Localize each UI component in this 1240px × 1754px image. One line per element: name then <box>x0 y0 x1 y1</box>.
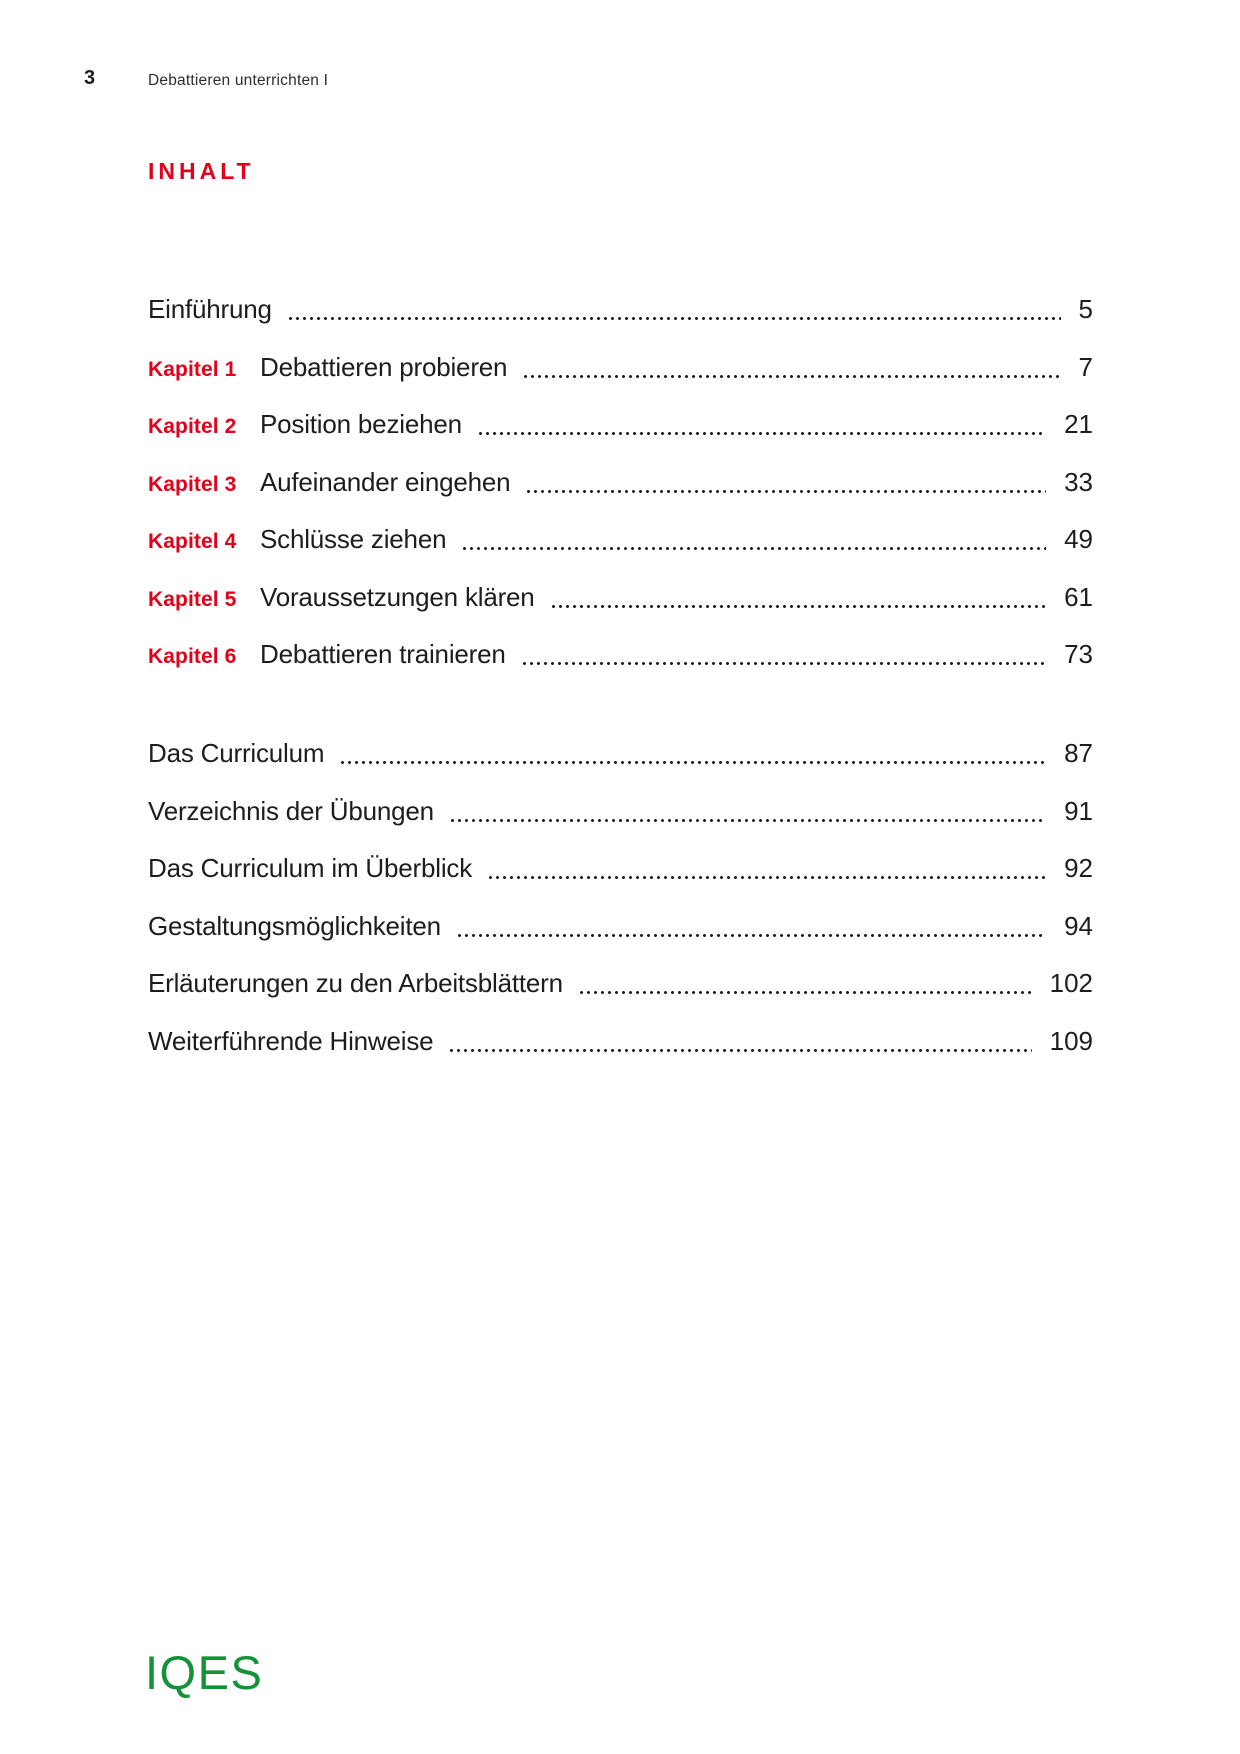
toc-entry-weiterfuehrende-hinweise[interactable] <box>148 1024 1093 1058</box>
iqes-logo: IQES <box>145 1646 264 1699</box>
chapter-label: Kapitel 1 <box>148 357 237 381</box>
toc-entry-curriculum-im-ueberblick[interactable] <box>148 851 1093 885</box>
toc-heading: INHALT <box>148 158 255 184</box>
toc-entry-kapitel-1[interactable] <box>148 350 1093 384</box>
entry-page-number: 33 <box>1064 466 1093 497</box>
entry-page-number: 61 <box>1064 581 1093 612</box>
toc-entry-gestaltungsmoeglichkeiten[interactable] <box>148 909 1093 943</box>
page-number: 3 <box>84 67 96 89</box>
chapter-label: Kapitel 6 <box>148 645 237 668</box>
toc-entry-erlaeuterungen-arbeitsblaetter[interactable] <box>148 966 1093 1000</box>
entry-page-number: 91 <box>1064 795 1093 826</box>
entry-title: Aufeinander eingehen <box>260 466 511 497</box>
dot-leader <box>550 604 1047 609</box>
toc-entry-kapitel-6[interactable] <box>148 637 1093 671</box>
dot-leader <box>522 374 1060 379</box>
toc-entry-verzeichnis-der-uebungen[interactable] <box>148 794 1093 828</box>
entry-title: Erläuterungen zu den Arbeitsblättern <box>148 968 563 998</box>
dot-leader <box>339 760 1046 765</box>
toc-entry-kapitel-4[interactable] <box>148 522 1093 556</box>
chapter-label: Kapitel 3 <box>148 472 237 496</box>
chapter-label: Kapitel 2 <box>148 415 237 438</box>
entry-title: Gestaltungsmöglichkeiten <box>148 910 441 941</box>
toc-entry-kapitel-3[interactable] <box>148 465 1093 499</box>
entry-page-number: 94 <box>1064 910 1093 941</box>
entry-page-number: 49 <box>1064 524 1093 554</box>
dot-leader <box>449 818 1046 823</box>
dot-leader <box>525 489 1046 494</box>
toc-entry-kapitel-2[interactable] <box>148 407 1093 441</box>
toc-appendix-list <box>148 736 1093 1058</box>
dot-leader <box>477 431 1046 436</box>
running-header-title: Debattieren unterrichten I <box>148 72 329 89</box>
entry-page-number: 87 <box>1064 738 1093 768</box>
entry-page-number: 109 <box>1049 1025 1093 1056</box>
dot-leader <box>521 661 1046 666</box>
dot-leader <box>578 990 1032 995</box>
entry-title: Schlüsse ziehen <box>260 524 447 554</box>
toc-chapter-list <box>148 292 1093 671</box>
dot-leader <box>461 546 1046 551</box>
entry-title: Debattieren probieren <box>260 351 508 382</box>
toc-content <box>148 158 1093 1081</box>
entry-title: Position beziehen <box>260 409 462 439</box>
chapter-label: Kapitel 4 <box>148 530 237 553</box>
page-header <box>0 0 1240 110</box>
toc-entry-das-curriculum[interactable] <box>148 736 1093 770</box>
entry-title: Das Curriculum <box>148 738 325 768</box>
entry-page-number: 21 <box>1064 409 1093 439</box>
toc-entry-einfuehrung[interactable] <box>148 292 1093 326</box>
entry-page-number: 5 <box>1078 294 1093 324</box>
entry-title: Weiterführende Hinweise <box>148 1025 434 1056</box>
entry-page-number: 92 <box>1064 853 1093 883</box>
entry-page-number: 102 <box>1049 968 1093 998</box>
chapter-label: Kapitel 5 <box>148 587 237 611</box>
dot-leader <box>456 933 1046 938</box>
entry-title: Debattieren trainieren <box>260 639 506 669</box>
entry-title: Einführung <box>148 294 272 324</box>
entry-page-number: 73 <box>1064 639 1093 669</box>
dot-leader <box>287 316 1061 321</box>
entry-title: Verzeichnis der Übungen <box>148 795 434 826</box>
entry-page-number: 7 <box>1078 351 1093 382</box>
entry-title: Voraussetzungen klären <box>260 581 535 612</box>
toc-entry-kapitel-5[interactable] <box>148 580 1093 614</box>
dot-leader <box>487 875 1046 880</box>
dot-leader <box>448 1048 1031 1053</box>
entry-title: Das Curriculum im Überblick <box>148 853 472 883</box>
